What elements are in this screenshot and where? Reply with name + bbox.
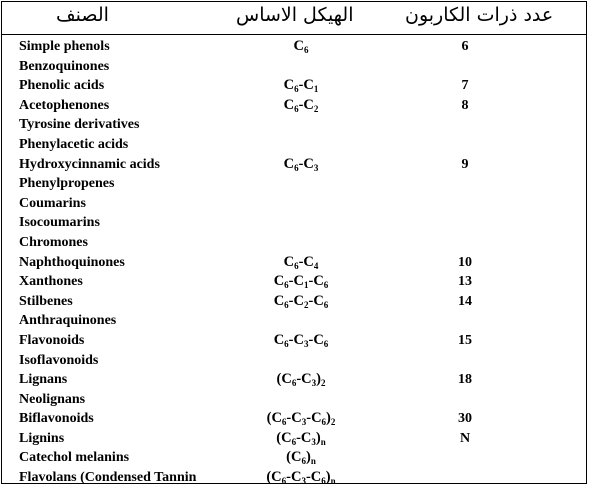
class-cell: Chromones xyxy=(19,234,88,250)
skeleton-text: -C xyxy=(286,469,302,486)
skeleton-subscript: 6 xyxy=(303,45,309,55)
skeleton-subscript: 6 xyxy=(323,280,329,291)
skeleton-subscript: 1 xyxy=(313,84,319,95)
skeleton-subscript: 6 xyxy=(291,378,297,389)
table-row xyxy=(0,370,591,390)
class-cell: Lignans xyxy=(19,372,68,388)
skeleton-subscript: 6 xyxy=(284,280,289,291)
carbon-count-cell: 18 xyxy=(458,372,472,388)
table-row xyxy=(0,155,591,175)
table-row xyxy=(0,448,591,468)
skeleton-subscript: 2 xyxy=(320,378,326,389)
skeleton-text: -C xyxy=(308,331,324,348)
skeleton-subscript: 2 xyxy=(313,103,319,114)
class-cell: Neolignans xyxy=(19,391,86,407)
table-row xyxy=(0,311,591,331)
class-cell: Phenylacetic acids xyxy=(19,136,129,152)
table-row xyxy=(0,233,591,253)
skeleton-text: (C xyxy=(276,371,292,388)
carbon-count-cell: 7 xyxy=(461,78,469,94)
skeleton-text: C xyxy=(273,273,285,290)
skeleton-subscript: 3 xyxy=(311,436,316,447)
table-row xyxy=(0,135,591,155)
class-cell: Benzoquinones xyxy=(19,58,110,74)
skeleton-text: -C xyxy=(288,292,304,309)
table-row xyxy=(0,390,591,410)
table-row xyxy=(0,174,591,194)
skeleton-text: C xyxy=(273,331,285,348)
header-class: الصنف xyxy=(56,4,109,26)
skeleton-subscript: 6 xyxy=(291,436,297,447)
table-row xyxy=(0,331,591,351)
skeleton-text: -C xyxy=(298,77,314,94)
table-row xyxy=(0,272,591,292)
class-cell: Isocoumarins xyxy=(19,215,100,231)
skeleton-subscript: 1 xyxy=(303,280,309,291)
class-cell: Stilbenes xyxy=(19,293,73,309)
class-cell: Simple phenols xyxy=(19,39,110,54)
skeleton-subscript: 6 xyxy=(301,456,306,467)
class-cell: Tyrosine derivatives xyxy=(19,117,140,133)
class-cell: Anthraquinones xyxy=(19,313,117,329)
table-row xyxy=(0,253,591,273)
class-cell: Xanthones xyxy=(19,274,83,290)
class-cell: Biflavonoids xyxy=(19,411,94,427)
skeleton-subscript: 3 xyxy=(301,417,307,428)
carbon-count-cell: 30 xyxy=(458,411,472,427)
skeleton-subscript: 6 xyxy=(323,338,329,349)
class-cell: Isoflavonoids xyxy=(19,352,99,368)
class-cell: Flavolans (Condensed Tannin xyxy=(19,470,197,486)
skeleton-text: -C xyxy=(286,410,302,427)
header-skeleton: الهيكل الاساس xyxy=(236,4,354,26)
class-cell: Catechol melanins xyxy=(19,450,130,466)
skeleton-subscript: 6 xyxy=(294,84,299,95)
table-row xyxy=(0,351,591,371)
skeleton-text: (C xyxy=(286,449,302,466)
skeleton-subscript: n xyxy=(320,436,326,447)
class-cell: Phenolic acids xyxy=(19,78,105,94)
skeleton-text: (C xyxy=(276,429,292,446)
class-cell: Lignins xyxy=(19,430,65,446)
table-row xyxy=(0,76,591,96)
table-row xyxy=(0,37,591,57)
carbon-count-cell: 15 xyxy=(458,332,472,348)
skeleton-subscript: 6 xyxy=(321,417,327,428)
class-cell: Hydroxycinnamic acids xyxy=(19,156,160,172)
table-row xyxy=(0,292,591,312)
skeleton-text: C xyxy=(283,253,295,270)
table-row xyxy=(0,409,591,429)
skeleton-text: (C xyxy=(266,410,282,427)
skeleton-text: -C xyxy=(296,371,312,388)
skeleton-subscript: 3 xyxy=(311,378,317,389)
skeleton-subscript: 3 xyxy=(303,338,309,349)
carbon-count-cell: 6 xyxy=(461,39,469,54)
skeleton-text: -C xyxy=(306,410,322,427)
skeleton-text: -C xyxy=(288,273,304,290)
carbon-count-cell: 13 xyxy=(458,274,472,290)
skeleton-text: -C xyxy=(296,429,312,446)
class-cell: Coumarins xyxy=(19,195,86,211)
skeleton-text: C xyxy=(293,38,304,54)
carbon-count-cell: 8 xyxy=(461,97,469,113)
skeleton-text: -C xyxy=(298,253,314,270)
skeleton-subscript: 6 xyxy=(281,476,287,487)
skeleton-subscript: 6 xyxy=(321,476,326,487)
table-row xyxy=(0,468,591,488)
table-body xyxy=(0,37,591,488)
skeleton-text: -C xyxy=(298,155,314,172)
class-cell: Flavonoids xyxy=(19,332,85,348)
carbon-count-cell: 14 xyxy=(458,293,472,309)
skeleton-subscript: 3 xyxy=(313,162,319,173)
skeleton-text: -C xyxy=(298,96,314,113)
skeleton-subscript: n xyxy=(310,456,316,467)
table-row xyxy=(0,429,591,449)
skeleton-text: ) xyxy=(305,449,311,466)
carbon-count-cell: 10 xyxy=(458,254,472,270)
skeleton-subscript: 6 xyxy=(294,103,299,114)
carbon-count-cell: N xyxy=(459,430,471,446)
skeleton-subscript: 6 xyxy=(323,299,329,310)
class-cell: Phenylpropenes xyxy=(19,176,115,192)
skeleton-text: -C xyxy=(288,331,304,348)
skeleton-text: C xyxy=(273,292,285,309)
class-cell: Naphthoquinones xyxy=(19,254,125,270)
skeleton-subscript: n xyxy=(330,476,336,487)
skeleton-subscript: 6 xyxy=(281,417,287,428)
header-carbon-count: عدد ذرات الكاربون xyxy=(405,4,554,26)
skeleton-subscript: 6 xyxy=(284,299,289,310)
skeleton-text: -C xyxy=(308,273,324,290)
carbon-count-cell: 9 xyxy=(461,156,469,172)
skeleton-text: C xyxy=(283,77,295,94)
skeleton-subscript: 6 xyxy=(284,338,289,349)
skeleton-subscript: 2 xyxy=(303,299,309,310)
skeleton-text: ) xyxy=(316,371,321,388)
header-divider xyxy=(2,34,587,35)
class-cell: Acetophenones xyxy=(19,97,110,113)
skeleton-text: C xyxy=(283,155,295,172)
skeleton-subscript: 6 xyxy=(294,260,299,271)
skeleton-subscript: 6 xyxy=(294,162,299,173)
skeleton-text: -C xyxy=(308,292,324,309)
skeleton-subscript: 2 xyxy=(330,417,336,428)
skeleton-text: -C xyxy=(305,469,322,486)
skeleton-text: (C xyxy=(266,469,282,486)
table-row xyxy=(0,57,591,77)
table-row xyxy=(0,115,591,135)
table-row xyxy=(0,213,591,233)
skeleton-text: C xyxy=(283,96,295,113)
skeleton-text: ) xyxy=(315,429,321,446)
skeleton-subscript: 4 xyxy=(313,260,319,271)
skeleton-subscript: 3 xyxy=(301,476,306,487)
skeleton-text: ) xyxy=(326,410,331,427)
table-row xyxy=(0,96,591,116)
skeleton-text: ) xyxy=(325,469,331,486)
table-row xyxy=(0,194,591,214)
